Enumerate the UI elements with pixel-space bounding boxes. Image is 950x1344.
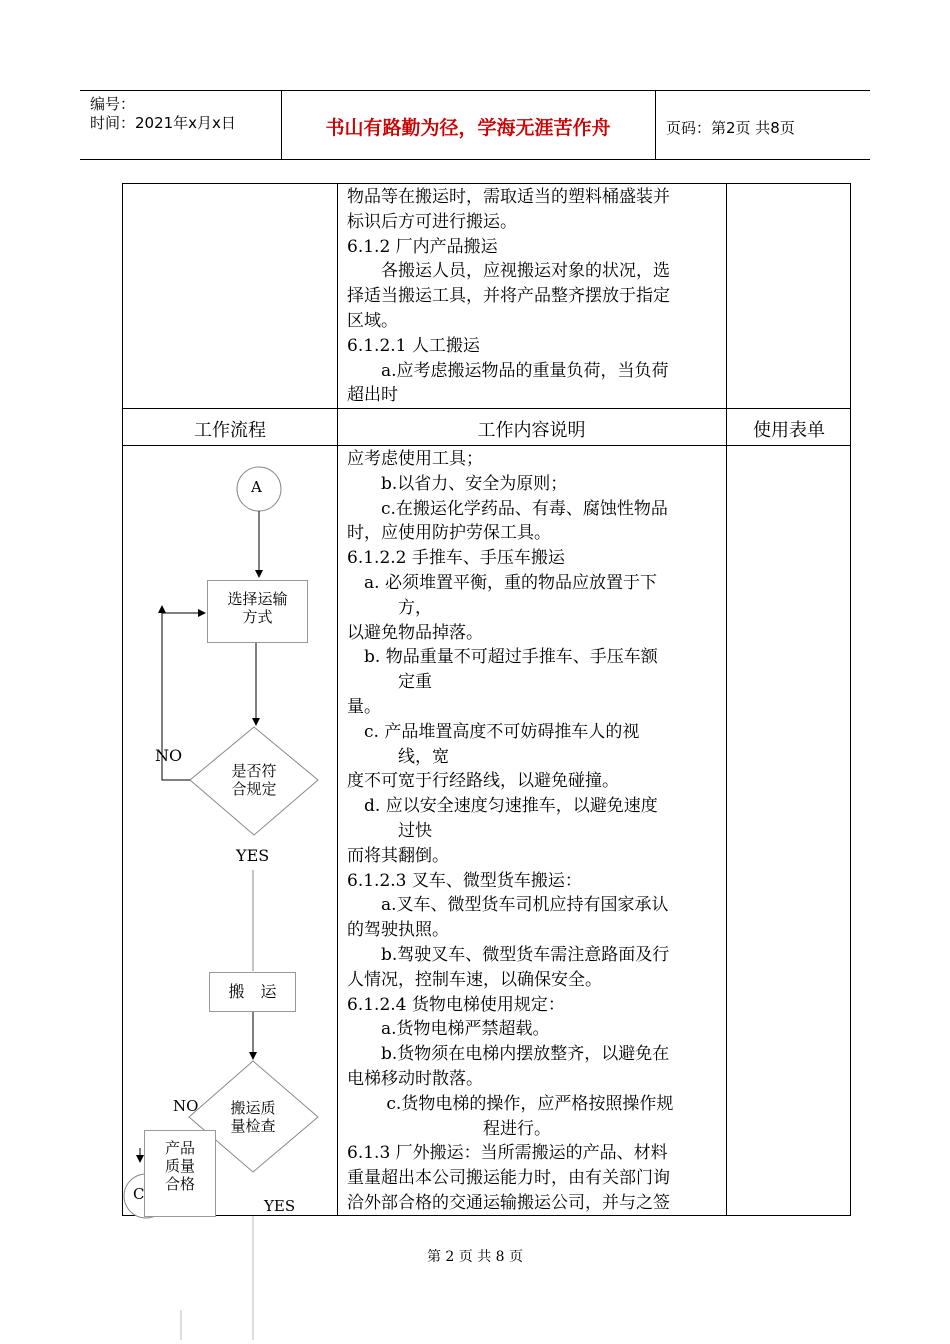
text-line: 过快 — [347, 820, 432, 841]
text-line: 以避免物品掉落。 — [347, 622, 483, 643]
product-quality-box — [144, 1130, 216, 1217]
text-line: 度不可宽于行经路线，以避免碰撞。 — [347, 771, 619, 792]
box-text: 方式 — [242, 608, 273, 626]
text-line: 标识后方可进行搬运。 — [347, 211, 517, 232]
text-line: d. 应以安全速度匀速推车，以避免速度 — [347, 796, 658, 817]
box-text: 量检查 — [230, 1117, 276, 1135]
box-text: 产品 — [164, 1139, 195, 1157]
yes-label: YES — [236, 846, 270, 865]
text-line: 而将其翻倒。 — [347, 845, 449, 866]
column-header-content: 工作内容说明 — [477, 420, 586, 441]
text-line: b. 物品重量不可超过手推车、手压车额 — [347, 647, 658, 668]
box-text: 选择运输 — [227, 590, 288, 608]
text-line: 6.1.2 厂内产品搬运 — [347, 236, 498, 257]
text-line: 洽外部合格的交通运输搬运公司，并与之签 — [347, 1192, 670, 1213]
text-line: 重量超出本公司搬运能力时，由有关部门询 — [347, 1168, 670, 1189]
box-text: 合规定 — [231, 780, 277, 798]
text-line: a. 必须堆置平衡，重的物品应放置于下 — [347, 572, 657, 593]
text-line: b.货物须在电梯内摆放整齐，以避免在 — [347, 1044, 670, 1065]
text-line: 的驾驶执照。 — [347, 920, 449, 941]
box-text: 质量 — [164, 1157, 195, 1175]
decision-compliance-label — [228, 762, 280, 798]
no-label: NO — [155, 746, 183, 765]
no-label: NO — [173, 1097, 199, 1115]
connector-c-label: C — [133, 1185, 145, 1203]
text-line: 各搬运人员，应视搬运对象的状况，选 — [347, 261, 670, 282]
text-line: 量。 — [347, 696, 381, 717]
box-text: 合格 — [164, 1175, 195, 1193]
text-line: 电梯移动时散落。 — [347, 1068, 483, 1089]
select-transport-box — [207, 580, 308, 643]
text-line: 超出时 — [347, 385, 398, 406]
text-line: 物品等在搬运时，需取适当的塑料桶盛装并 — [347, 187, 670, 207]
text-line: b.以省力、安全为原则； — [347, 473, 568, 494]
text-line: a.货物电梯严禁超载。 — [347, 1019, 550, 1040]
text-line: a.应考虑搬运物品的重量负荷，当负荷 — [347, 360, 669, 381]
decision-quality-label — [226, 1099, 280, 1135]
page-footer: 第 2 页 共 8 页 — [426, 1249, 524, 1265]
header-page-label: 页码：第2页 共8页 — [666, 119, 795, 137]
text-line: c.货物电梯的操作，应严格按照操作规 — [347, 1093, 674, 1114]
text-line: 择适当搬运工具，并将产品整齐摆放于指定 — [347, 286, 670, 307]
box-text: 是否符 — [231, 762, 277, 780]
text-line: 时，应使用防护劳保工具。 — [347, 523, 551, 544]
number-label: 编号： — [90, 95, 136, 113]
text-line: a.叉车、微型货车司机应持有国家承认 — [347, 895, 669, 916]
text-line: 应考虑使用工具； — [347, 449, 483, 469]
text-line: 6.1.3 厂外搬运：当所需搬运的产品、材料 — [347, 1143, 668, 1164]
text-line: 人情况，控制车速，以确保安全。 — [347, 969, 602, 990]
carry-box: 搬 运 — [209, 972, 296, 1012]
text-line: 6.1.2.3 叉车、微型货车搬运： — [347, 870, 582, 891]
text-line: 6.1.2.4 货物电梯使用规定： — [347, 994, 565, 1015]
text-line: b.驾驶叉车、微型货车需注意路面及行 — [347, 944, 670, 965]
time-label: 时间：2021年x月x日 — [90, 114, 236, 132]
yes-label: YES — [264, 1197, 296, 1215]
text-line: 6.1.2.2 手推车、手压车搬运 — [347, 548, 565, 569]
text-line: 程进行。 — [347, 1118, 551, 1139]
text-line: 6.1.2.1 人工搬运 — [347, 335, 480, 356]
text-line: 区域。 — [347, 310, 398, 331]
text-line: c. 产品堆置高度不可妨碍推车人的视 — [347, 721, 640, 742]
text-line: 定重 — [347, 672, 432, 693]
column-header-forms: 使用表单 — [753, 420, 825, 441]
header-motto: 书山有路勤为径，学海无涯苦作舟 — [325, 117, 611, 139]
box-text: 搬运质 — [230, 1099, 276, 1117]
connector-a-label: A — [251, 478, 262, 496]
text-line: c.在搬运化学药品、有毒、腐蚀性物品 — [347, 498, 668, 519]
text-line: 方， — [347, 597, 432, 618]
text-line: 线，宽 — [347, 746, 449, 767]
column-header-workflow: 工作流程 — [194, 420, 266, 441]
